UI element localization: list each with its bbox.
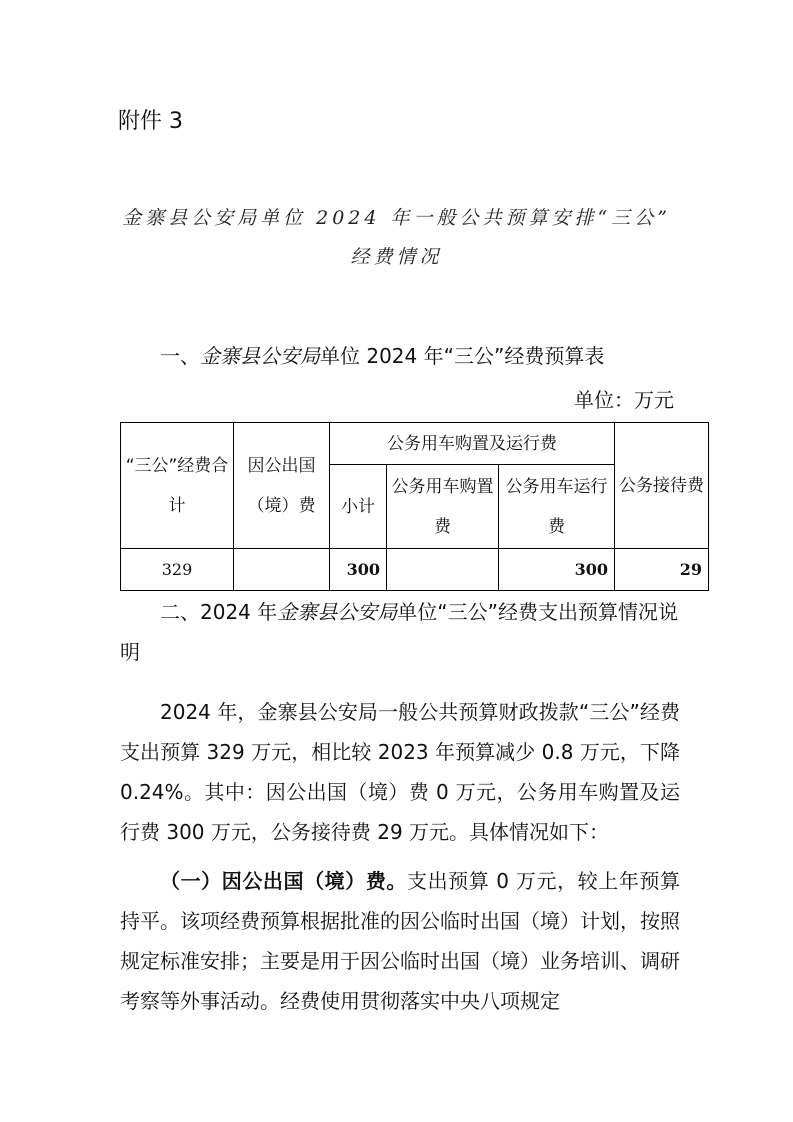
header-vehicle-group-cell <box>330 423 615 465</box>
budget-table <box>120 422 709 591</box>
section-1-suffix: 单位 2024 年“三公”经费预算表 <box>320 344 605 368</box>
header-abroad-cell <box>234 423 330 549</box>
header-total: “三公”经费合计 <box>125 455 229 516</box>
table-header-row-1 <box>121 423 709 465</box>
header-total-cell <box>121 423 234 549</box>
document-title-line-2: 经费情况 <box>350 246 443 268</box>
section-2-suffix: 单位“三公”经费支出预算情况说明 <box>120 600 678 664</box>
header-abroad: 因公出国（境）费 <box>247 455 316 516</box>
document-title-line-1: 金寨县公安局单位 2024 年一般公共预算安排“三公” <box>122 207 671 229</box>
section-2-org: 金寨县公安局 <box>277 600 398 624</box>
section-2-heading <box>120 592 680 672</box>
header-reception-cell <box>615 423 709 549</box>
header-vehicle-group: 公务用车购置及运行费 <box>387 433 557 454</box>
paragraph-overview: 2024 年，金寨县公安局一般公共预算财政拨款“三公”经费支出预算 329 万元，相比较 2023 年预算减少 0.8 万元，下降 0.24%。其中：因公出国（境）费 0 万元，公务用车购置及运行费 300 万元，公务接待费 29 万元。具体情况如下： <box>120 700 680 844</box>
cell-total: 329 <box>121 549 234 591</box>
table-row <box>121 549 709 591</box>
header-operation: 公务用车运行费 <box>499 465 615 549</box>
section-2-prefix: 二、2024 年 <box>160 600 278 624</box>
paragraph-abroad-text: 支出预算 0 万元，较上年预算持平。该项经费预算根据批准的因公临时出国（境）计划，按照规定标准安排；主要是用于因公临时出国（境）业务培训、调研考察等外事活动。经费使用贯彻落实中央八项规定 <box>120 869 680 1013</box>
header-reception: 公务接待费 <box>619 475 704 496</box>
section-1-prefix: 一、 <box>160 344 200 368</box>
cell-reception: 29 <box>615 549 709 591</box>
header-purchase: 公务用车购置费 <box>387 465 499 549</box>
section-1-org: 金寨县公安局 <box>200 344 320 368</box>
paragraph-abroad-heading: （一）因公出国（境）费。 <box>160 869 407 893</box>
cell-operation: 300 <box>499 549 615 591</box>
attachment-label: 附件 3 <box>118 109 183 134</box>
paragraph-abroad-expenses <box>120 861 680 1021</box>
unit-label: 单位：万元 <box>574 388 674 412</box>
cell-subtotal: 300 <box>330 549 387 591</box>
section-1-heading <box>160 340 604 369</box>
cell-purchase <box>387 549 499 591</box>
cell-abroad <box>234 549 330 591</box>
header-subtotal: 小计 <box>330 465 387 549</box>
